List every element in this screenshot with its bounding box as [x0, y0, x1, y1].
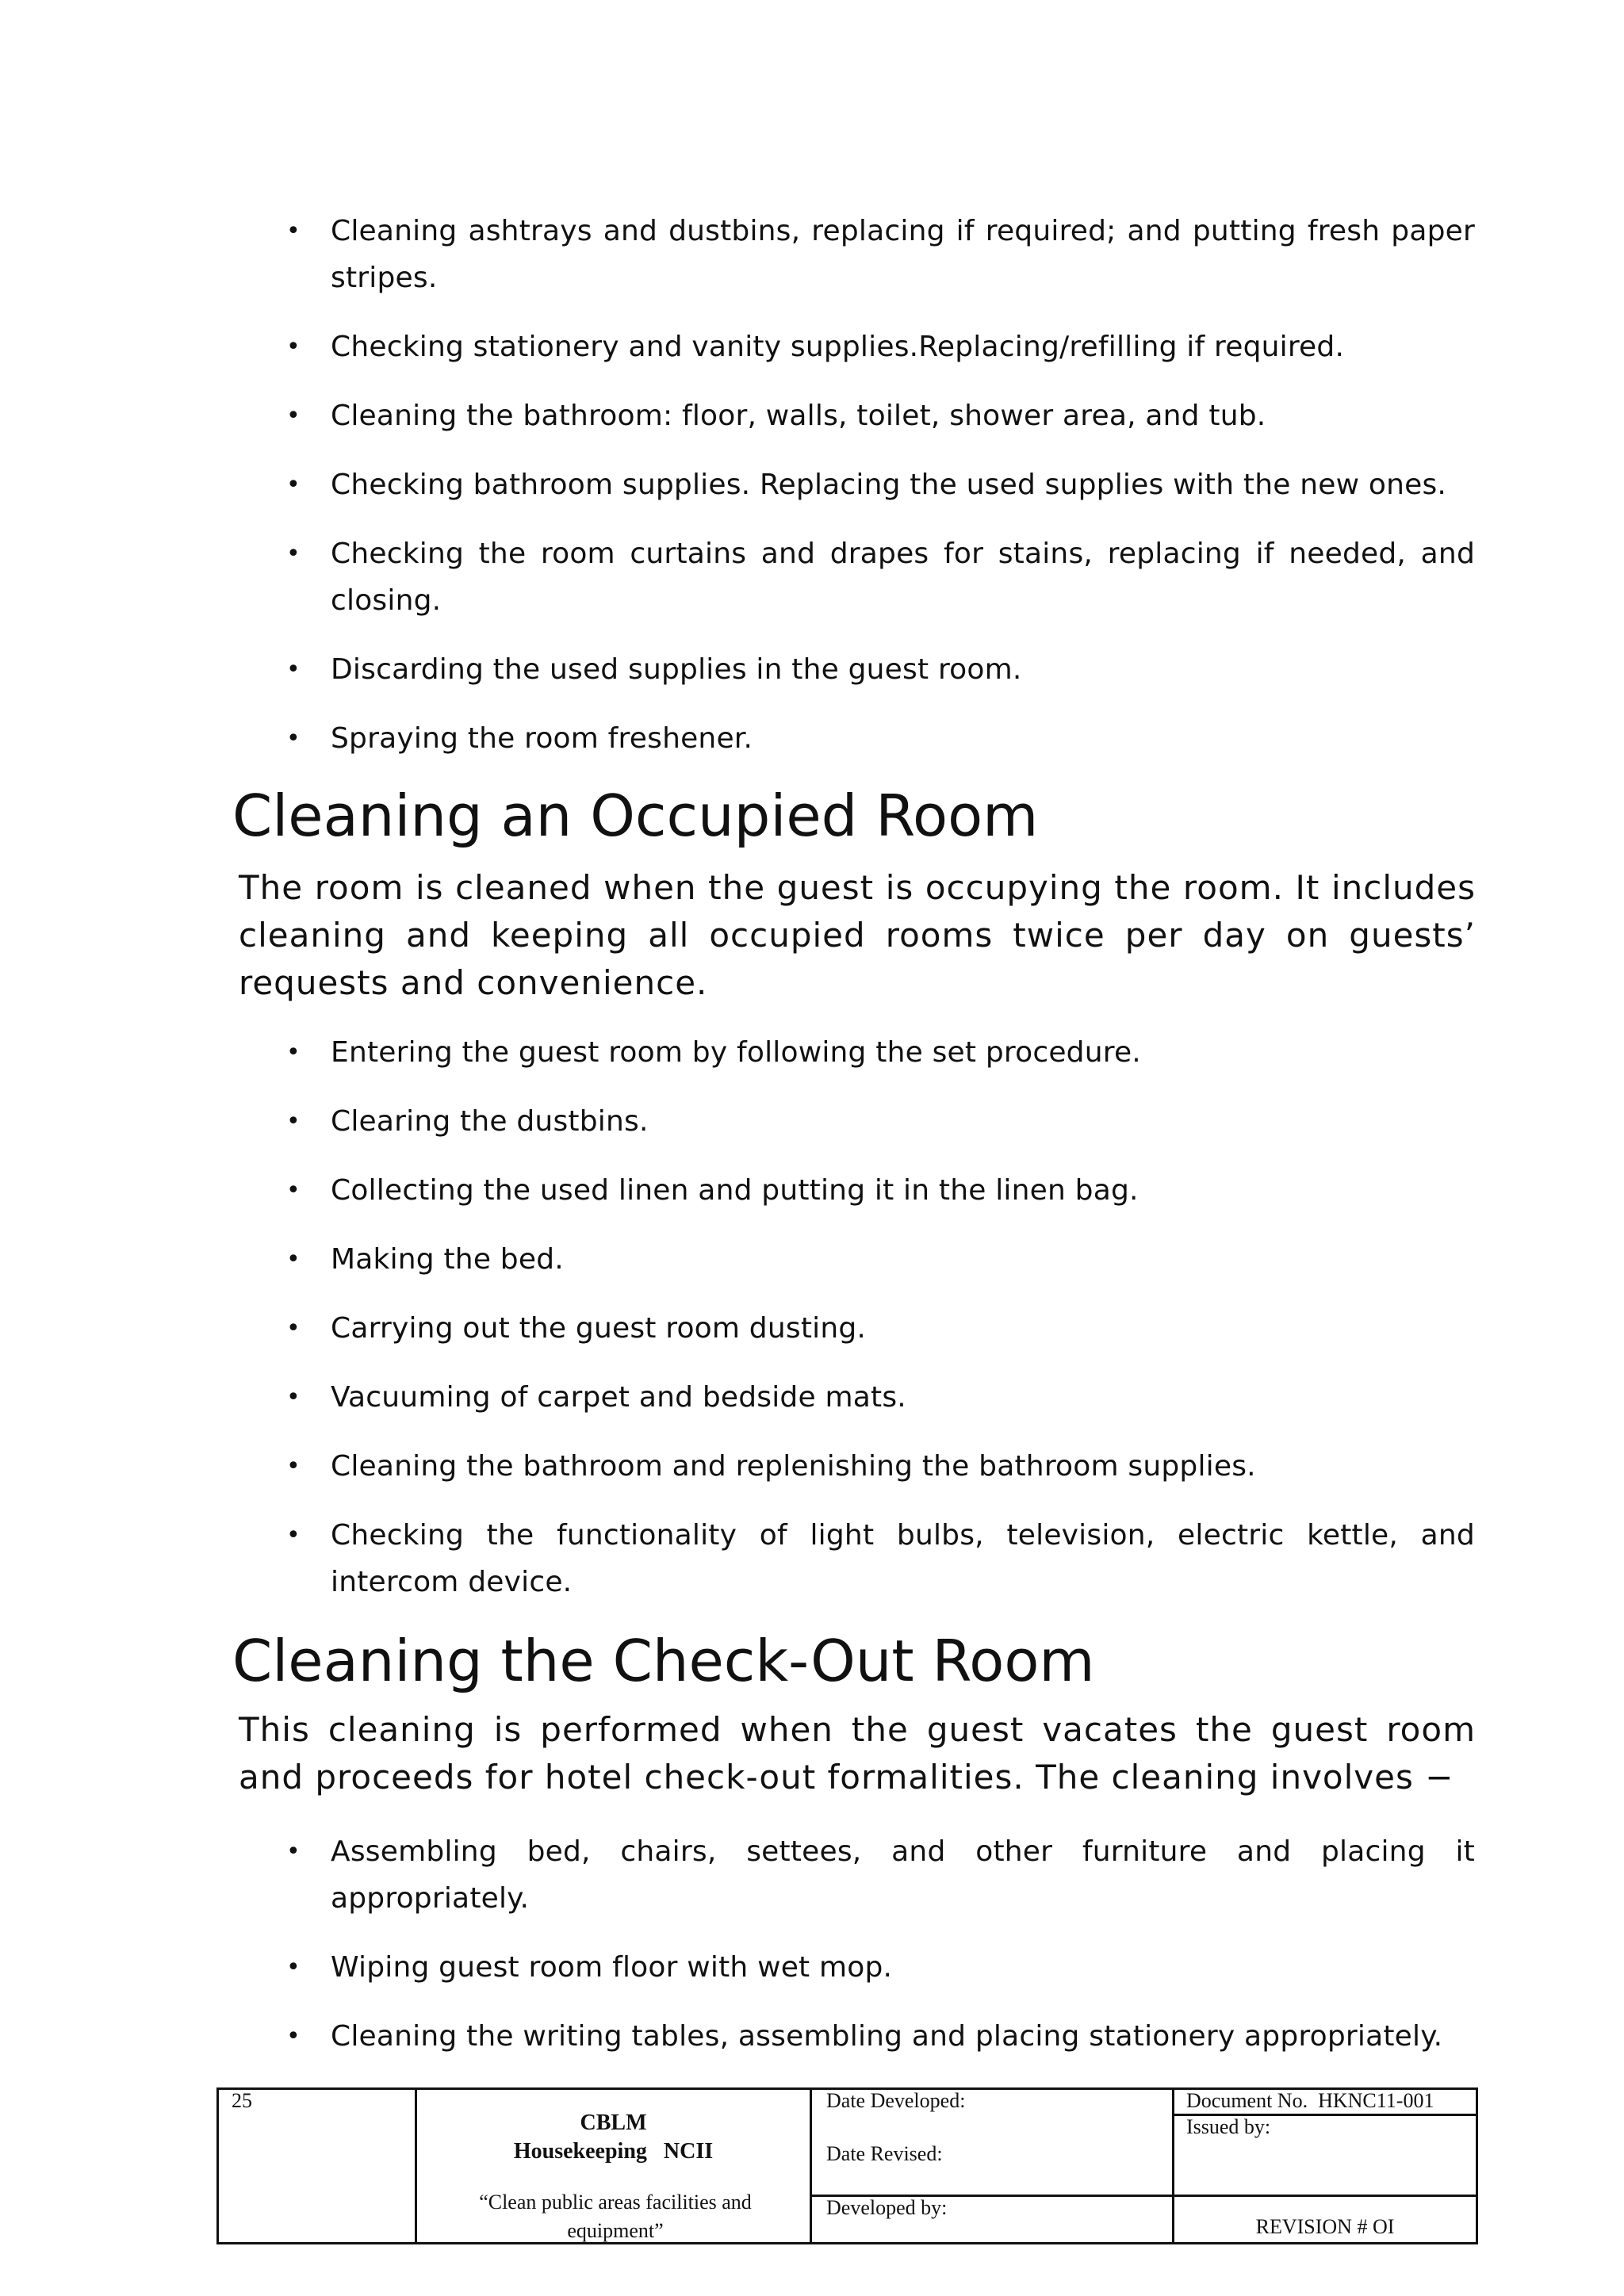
list-item — [282, 392, 1475, 439]
list-item — [282, 1167, 1475, 1214]
bullet-icon: • — [286, 1838, 301, 1866]
bullet-icon: • — [286, 725, 301, 752]
bullet-icon: • — [286, 217, 301, 245]
checkout-room-heading: Cleaning the Check-Out Room — [232, 1628, 1095, 1694]
list-item-text: Collecting the used linen and putting it in the linen bag. — [331, 1174, 1139, 1207]
list-item-text: Discarding the used supplies in the guest room. — [331, 653, 1022, 686]
bullet-icon: • — [286, 1039, 301, 1066]
occupied-room-paragraph: The room is cleaned when the guest is occupying the room. It includes cleaning and keeping all occupied rooms twice per day on guests’ requests and convenience. — [239, 868, 1476, 1002]
list-item — [282, 715, 1475, 762]
occupied-room-steps-list — [282, 1029, 1475, 1628]
list-item — [282, 646, 1475, 693]
list-item-text: Cleaning ashtrays and dustbins, replacing if required; and putting fresh paper stripes. — [331, 215, 1475, 294]
list-item — [282, 1443, 1475, 1490]
list-item-text: Cleaning the bathroom: floor, walls, toilet, shower area, and tub. — [331, 400, 1266, 432]
document-number: Document No. HKNC11-001 — [1186, 2089, 1434, 2112]
bullet-icon: • — [286, 1954, 301, 1981]
list-item — [282, 2013, 1475, 2060]
module-title: “Clean public areas facilities and equipment” — [479, 2191, 752, 2242]
bullet-icon: • — [286, 1314, 301, 1342]
bullet-icon: • — [286, 1452, 301, 1480]
table-divider — [810, 2090, 812, 2242]
list-item — [282, 1098, 1475, 1145]
checkout-room-steps-list — [282, 1828, 1475, 2082]
list-item — [282, 1512, 1475, 1605]
list-item-text: Checking the functionality of light bulbs, television, electric kettle, and intercom device. — [331, 1519, 1475, 1598]
list-item — [282, 1305, 1475, 1352]
list-item-text: Checking bathroom supplies. Replacing the used supplies with the new ones. — [331, 469, 1447, 501]
bullet-icon: • — [286, 333, 301, 361]
list-item-text: Making the bed. — [331, 1243, 564, 1276]
occupied-room-heading: Cleaning an Occupied Room — [232, 783, 1039, 849]
bullet-icon: • — [286, 540, 301, 568]
room-cleaning-steps-list — [282, 208, 1475, 784]
date-developed-label: Date Developed: — [826, 2089, 966, 2112]
list-item-text: Assembling bed, chairs, settees, and other furniture and placing it appropriately. — [331, 1835, 1475, 1915]
list-item — [282, 1374, 1475, 1421]
list-item — [282, 530, 1475, 624]
org-name: CBLM — [580, 2110, 647, 2135]
list-item-text: Vacuuming of carpet and bedside mats. — [331, 1381, 906, 1414]
page-number: 25 — [232, 2089, 252, 2112]
bullet-icon: • — [286, 1246, 301, 1273]
list-item-text: Cleaning the bathroom and replenishing the bathroom supplies. — [331, 1450, 1256, 1483]
list-item-text: Cleaning the writing tables, assembling and placing stationery appropriately. — [331, 2020, 1443, 2053]
list-item — [282, 323, 1475, 370]
bullet-icon: • — [286, 471, 301, 499]
bullet-icon: • — [286, 656, 301, 683]
list-item — [282, 208, 1475, 301]
list-item-text: Checking the room curtains and drapes for stains, replacing if needed, and closing. — [331, 538, 1475, 617]
list-item — [282, 1944, 1475, 1991]
date-revised-label: Date Revised: — [826, 2142, 943, 2165]
bullet-icon: • — [286, 1108, 301, 1135]
footer-table — [216, 2087, 1478, 2244]
issued-by-label: Issued by: — [1186, 2115, 1271, 2138]
developed-by-label: Developed by: — [826, 2196, 948, 2219]
list-item — [282, 1029, 1475, 1076]
bullet-icon: • — [286, 1177, 301, 1204]
list-item — [282, 1236, 1475, 1283]
bullet-icon: • — [286, 1383, 301, 1411]
list-item-text: Wiping guest room floor with wet mop. — [331, 1951, 893, 1984]
bullet-icon: • — [286, 1521, 301, 1549]
bullet-icon: • — [286, 2022, 301, 2050]
list-item-text: Carrying out the guest room dusting. — [331, 1312, 867, 1345]
list-item-text: Entering the guest room by following the set procedure. — [331, 1036, 1141, 1069]
checkout-room-paragraph: This cleaning is performed when the guest vacates the guest room and proceeds for hotel check-out formalities. The cleaning involves − — [239, 1710, 1476, 1797]
list-item — [282, 1828, 1475, 1922]
qualification-title: Housekeeping NCII — [513, 2139, 714, 2164]
list-item-text: Spraying the room freshener. — [331, 722, 753, 755]
list-item-text: Checking stationery and vanity supplies.Replacing/refilling if required. — [331, 331, 1345, 363]
list-item-text: Clearing the dustbins. — [331, 1105, 649, 1138]
revision-number: REVISION # OI — [1255, 2215, 1395, 2238]
bullet-icon: • — [286, 402, 301, 430]
list-item — [282, 461, 1475, 508]
